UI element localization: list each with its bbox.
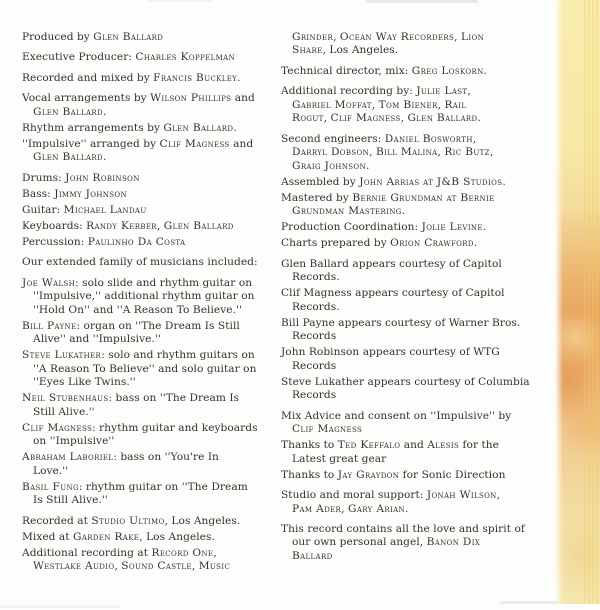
credit-line [281, 65, 557, 78]
credit-line [281, 31, 557, 44]
credit-line [281, 160, 557, 173]
credit-text: Vocal arrangements by [22, 92, 151, 105]
credit-line [22, 531, 285, 544]
credit-entry [281, 469, 557, 482]
credit-name-smallcaps: Tom Biener [378, 98, 438, 111]
credit-line [281, 330, 557, 343]
credit-entry [22, 138, 285, 165]
credit-entry [22, 277, 285, 317]
credit-text: Records [292, 359, 337, 372]
credit-text: ''A Reason To Believe'' and solo guitar on [33, 362, 257, 375]
credit-block [22, 515, 285, 574]
credit-entry [22, 204, 285, 217]
credit-name-smallcaps: Neil Stubenhaus [22, 392, 109, 405]
credit-line [281, 221, 557, 234]
credit-name-smallcaps: Michael Landau [63, 203, 147, 216]
credit-entry [281, 31, 557, 58]
credit-text: Mix Advice and consent on ''Impulsive'' by [281, 409, 512, 422]
credit-entry [281, 489, 557, 516]
credit-text: Additional recording by: [281, 85, 417, 98]
credit-text: Drums: [22, 171, 66, 184]
credit-line [281, 85, 557, 98]
credit-entry [22, 31, 285, 44]
credit-entry [281, 221, 557, 234]
credit-name-smallcaps: Clif Magness [330, 112, 401, 125]
credit-entry [22, 515, 285, 528]
credit-block [22, 31, 285, 44]
credit-text: , [371, 98, 379, 111]
credit-line [22, 151, 285, 164]
credit-text: , [333, 31, 340, 43]
credit-line [281, 453, 557, 466]
credit-line [22, 560, 285, 573]
credit-text: . [404, 502, 409, 515]
credit-entry [22, 422, 285, 449]
credit-text: Keyboards: [22, 219, 87, 232]
credit-text: : bass on ''The Dream Is [108, 392, 240, 405]
credit-text: : rhythm guitar on ''The Dream [78, 480, 248, 493]
credit-text: Assembled by [281, 175, 360, 188]
credit-text: Additional recording at [22, 546, 152, 559]
credits-column-left [22, 31, 285, 574]
credit-block [22, 92, 285, 164]
credit-text: ''Hold On'' and ''A Reason To Believe.'' [33, 303, 242, 316]
credit-text: , [472, 132, 477, 145]
credit-text: . [103, 151, 107, 164]
credit-name-smallcaps: Daniel Bosworth [384, 132, 473, 145]
credit-name-smallcaps: Glen Ballard [93, 31, 164, 43]
credit-name-smallcaps: Ted Keffalo [337, 439, 401, 452]
credit-line [281, 317, 557, 330]
credit-name-smallcaps: Pam Ader [292, 502, 342, 515]
credit-line [22, 106, 285, 119]
credit-block [22, 277, 285, 508]
credit-text: . [365, 159, 370, 172]
credit-text: Second engineers: [281, 132, 385, 145]
credit-text: . [482, 221, 487, 234]
credit-text: ''Impulsive,'' additional rhythm guitar on [33, 290, 255, 303]
credits-column-right [281, 31, 557, 563]
credit-line [22, 92, 285, 105]
credit-name-smallcaps: Greg Loskorn [411, 64, 484, 77]
credit-text: Records [292, 330, 337, 343]
credit-name-smallcaps: Jimmy Johnson [54, 187, 127, 200]
credit-name-smallcaps: Bernie Grundman at Bernie [352, 191, 495, 204]
credit-name-smallcaps: Abraham Laboriel [22, 451, 114, 464]
credit-name-smallcaps: Alesis [427, 439, 460, 452]
credit-text: our own personal angel, [292, 536, 427, 549]
credit-entry [281, 65, 557, 78]
credit-block [281, 523, 557, 563]
credit-line [22, 236, 285, 249]
credit-line [281, 301, 557, 314]
credit-text: for the [459, 439, 499, 452]
credit-text: Our extended family of musicians included: [22, 256, 258, 269]
credit-entry [281, 85, 557, 125]
credit-text: John Robinson appears courtesy of WTG [281, 346, 500, 359]
credit-name-smallcaps: Basil Fung [22, 480, 79, 493]
credit-line [281, 410, 557, 423]
credit-line [22, 277, 285, 290]
credit-line [281, 192, 557, 205]
credit-text: Guitar: [22, 203, 64, 216]
credit-entry [22, 256, 285, 269]
credit-line [22, 172, 285, 185]
credit-text: Production Coordination: [281, 221, 422, 234]
credit-text: ''Eyes Like Twins.'' [33, 376, 136, 389]
credit-name-smallcaps: Ocean Way Recorders [339, 31, 455, 43]
credit-entry [281, 317, 557, 344]
credit-text: : bass on ''You're In [113, 451, 219, 464]
credit-name-smallcaps: Clif Magness [292, 423, 363, 436]
credit-name-smallcaps: Wilson Phillips [150, 92, 232, 105]
credit-text: Glen Ballard appears courtesy of Capitol [281, 257, 502, 270]
credit-text: Recorded and mixed by [22, 71, 154, 84]
credit-line [281, 271, 557, 284]
credit-line [22, 363, 285, 376]
credit-text: , Los Angeles. [322, 44, 399, 57]
credit-name-smallcaps: Jolie Levine [421, 221, 483, 234]
credit-text: . [473, 237, 478, 250]
credit-line [22, 138, 285, 151]
credit-text: Records. [292, 271, 340, 284]
credit-entry [281, 192, 557, 219]
credit-text: , [156, 219, 164, 232]
credit-line [281, 237, 557, 250]
credit-block [22, 72, 285, 85]
credit-text: , [400, 112, 408, 125]
credit-name-smallcaps: Rail [444, 98, 467, 111]
credit-text: , [369, 146, 376, 159]
credit-name-smallcaps: Lion [461, 31, 485, 43]
credit-line [22, 406, 285, 419]
credit-name-smallcaps: Julie Last [416, 85, 468, 98]
credit-name-smallcaps: Steve Lukather [22, 349, 102, 362]
credit-text: ''Impulsive'' arranged by [22, 137, 160, 150]
credit-entry [22, 72, 285, 85]
credit-line [281, 258, 557, 271]
credit-line [281, 423, 557, 436]
credit-text: Latest great gear [292, 452, 387, 465]
credit-entry [22, 481, 285, 508]
credit-entry [22, 172, 285, 185]
credit-entry [281, 376, 557, 403]
credit-line [22, 376, 285, 389]
credit-entry [281, 133, 557, 173]
credit-entry [22, 236, 285, 249]
credit-text: and [231, 92, 255, 105]
credit-text: for Sonic Direction [399, 468, 506, 481]
credit-block [281, 31, 557, 58]
credit-name-smallcaps: Glen Ballard [33, 151, 103, 164]
credit-text: Steve Lukather appears courtesy of Columbia [281, 375, 530, 388]
credit-text: Clif Magness appears courtesy of Capitol [281, 287, 505, 300]
credit-text: Mastered by [281, 191, 353, 204]
credit-text: , [341, 502, 349, 515]
credit-name-smallcaps: Garden Rake [73, 530, 140, 543]
credit-line [281, 112, 557, 125]
credit-text: and [400, 439, 428, 452]
credit-name-smallcaps: Bill Malina [375, 146, 438, 159]
credit-text: Studio and moral support: [281, 489, 427, 502]
credit-name-smallcaps: Jay Graydon [337, 468, 400, 481]
credit-text: Technical director, mix: [281, 64, 412, 77]
credit-text: , [496, 489, 501, 502]
credit-entry [281, 237, 557, 250]
credit-name-smallcaps: Grinder [292, 31, 334, 43]
credit-text: Love.'' [33, 464, 69, 477]
credit-text: . [477, 112, 481, 125]
credit-line [22, 304, 285, 317]
credit-text: . [401, 205, 406, 218]
credit-block [22, 256, 285, 269]
credit-name-smallcaps: Gary Arian [348, 502, 405, 515]
credit-text: : solo and rhythm guitars on [101, 349, 255, 362]
credit-text: , [437, 98, 445, 111]
credit-line [281, 133, 557, 146]
credit-line [22, 451, 285, 464]
credit-line [281, 439, 557, 452]
credit-name-smallcaps: Orion Crawford [390, 237, 474, 250]
credit-name-smallcaps: Gabriel Moffat [292, 98, 372, 111]
credit-name-smallcaps: Darryl Dobson [292, 146, 370, 159]
credit-name-smallcaps: Randy Kerber [86, 219, 157, 232]
credit-line [281, 176, 557, 189]
credit-text: . [483, 64, 487, 77]
credit-line [281, 360, 557, 373]
credit-entry [22, 451, 285, 478]
credit-text: Still Alive.'' [33, 405, 95, 418]
credit-entry [281, 176, 557, 189]
credit-text: Thanks to [281, 439, 338, 452]
credit-line [22, 333, 285, 346]
credit-text: Executive Producer: [22, 51, 136, 64]
credit-name-smallcaps: Music [198, 560, 231, 573]
credit-name-smallcaps: John Arrias at J&B Studios [359, 175, 503, 188]
credit-entry [22, 92, 285, 119]
credit-line [281, 503, 557, 516]
credit-block [281, 258, 557, 403]
credit-block [22, 51, 285, 64]
credit-entry [22, 392, 285, 419]
credit-entry [22, 188, 285, 201]
credit-block [281, 133, 557, 251]
credit-name-smallcaps: Graig Johnson [292, 159, 366, 172]
credit-name-smallcaps: Clif Magness [159, 137, 230, 150]
credit-text: : solo slide and rhythm guitar on [75, 276, 253, 289]
credit-name-smallcaps: Charles Koppelman [135, 51, 235, 64]
credit-name-smallcaps: Sound Castle [121, 560, 192, 573]
credit-name-smallcaps: Francis Buckley [153, 71, 238, 84]
credit-name-smallcaps: Jonah Wilson [426, 489, 497, 502]
credit-text: Percussion: [22, 236, 88, 248]
credit-entry [22, 547, 285, 574]
credit-entry [281, 258, 557, 285]
credit-line [22, 494, 285, 507]
credit-line [281, 489, 557, 502]
credit-text: Records. [292, 300, 340, 313]
credit-line [281, 376, 557, 389]
credit-text: Records [292, 389, 337, 402]
credit-text: , [489, 146, 494, 159]
credit-line [22, 481, 285, 494]
credit-line [22, 256, 285, 269]
credit-name-smallcaps: Rogut [292, 112, 324, 125]
credit-text: and [229, 137, 254, 150]
credit-name-smallcaps: Joe Walsh [22, 276, 76, 289]
credit-text: Produced by [22, 31, 94, 43]
credit-line [281, 536, 557, 549]
credit-entry [22, 320, 285, 347]
credit-line [22, 188, 285, 201]
credit-text: , [323, 112, 331, 125]
credit-line [281, 287, 557, 300]
credit-text: . [502, 175, 506, 188]
credit-name-smallcaps: Share [292, 44, 323, 57]
credit-line [22, 320, 285, 333]
credit-text: on ''Impulsive'' [33, 435, 115, 448]
credit-line [22, 31, 285, 44]
credit-line [22, 547, 285, 560]
credit-name-smallcaps: Studio Ultimo [91, 514, 165, 527]
credit-entry [22, 531, 285, 544]
credit-text: , [213, 546, 217, 559]
credit-name-smallcaps: Record One [151, 546, 214, 559]
credit-name-smallcaps: Ric Butz [444, 146, 490, 159]
scan-smudge-top-left [148, 0, 212, 2]
credit-line [281, 523, 557, 536]
credit-entry [281, 439, 557, 466]
credit-text: Charts prepared by [281, 237, 391, 250]
credit-text: Bill Payne appears courtesy of Warner Bros. [281, 316, 521, 329]
credit-block [281, 65, 557, 78]
credit-text: . [103, 105, 107, 118]
credit-line [281, 44, 557, 57]
credit-line [22, 220, 285, 233]
credit-line [281, 205, 557, 218]
credit-name-smallcaps: Glen Ballard [33, 105, 103, 118]
credit-entry [22, 122, 285, 135]
credit-entry [22, 220, 285, 233]
credit-line [22, 290, 285, 303]
credit-name-smallcaps: Grundman Mastering [292, 205, 402, 218]
credit-line [281, 99, 557, 112]
credit-line [22, 435, 285, 448]
credit-line [281, 550, 557, 563]
credit-text: Alive'' and ''Impulsive.'' [33, 333, 161, 346]
credit-name-smallcaps: Ballard [292, 549, 333, 562]
credit-name-smallcaps: Glen Ballard [163, 219, 234, 232]
credit-text: : organ on ''The Dream Is Still [76, 319, 240, 332]
credit-text: Recorded at [22, 514, 92, 527]
scan-smudge-bottom-left [0, 605, 120, 608]
credit-line [281, 469, 557, 482]
credit-entry [22, 51, 285, 64]
credit-entry [281, 346, 557, 373]
credit-entry [22, 349, 285, 389]
credit-text: This record contains all the love and spirit of [281, 522, 525, 535]
credit-line [22, 72, 285, 85]
credit-line [22, 122, 285, 135]
credit-line [281, 389, 557, 402]
credit-text: , [454, 31, 462, 43]
credit-text: Mixed at [22, 530, 74, 543]
credit-line [281, 146, 557, 159]
credit-name-smallcaps: Paulinho Da Costa [87, 236, 186, 248]
credit-name-smallcaps: Westlake Audio [33, 560, 115, 573]
credit-text: , [191, 560, 199, 573]
credit-text: Bass: [22, 187, 55, 200]
scan-smudge-top-right [366, 0, 478, 3]
credit-text: : rhythm guitar and keyboards [92, 421, 258, 434]
credit-text: , Los Angeles. [164, 514, 241, 527]
credit-text: Is Still Alive.'' [33, 494, 108, 507]
credit-text: , [467, 85, 471, 98]
page-edge-gradient [555, 0, 600, 604]
credit-line [22, 465, 285, 478]
credit-line [281, 346, 557, 359]
credit-text: , [114, 560, 122, 573]
credit-line [22, 51, 285, 64]
credit-line [22, 422, 285, 435]
credit-block [281, 85, 557, 125]
credit-block [281, 489, 557, 516]
credit-entry [281, 523, 557, 563]
credit-text: . [237, 71, 241, 84]
credit-line [22, 349, 285, 362]
scan-smudge-bottom [500, 601, 558, 604]
credit-block [281, 410, 557, 482]
credit-text: Thanks to [281, 468, 338, 481]
credit-text: . [233, 121, 237, 134]
credit-name-smallcaps: Glen Ballard [163, 121, 234, 134]
credit-text: Rhythm arrangements by [22, 121, 164, 134]
credit-name-smallcaps: John Robinson [65, 171, 140, 184]
credit-entry [281, 410, 557, 437]
credit-line [22, 515, 285, 528]
credit-name-smallcaps: Clif Magness [22, 421, 93, 434]
credit-line [22, 392, 285, 405]
credit-name-smallcaps: Bill Payne [22, 319, 77, 332]
credit-name-smallcaps: Banon Dix [426, 536, 481, 549]
credit-line [22, 204, 285, 217]
credit-text: , Los Angeles. [139, 530, 215, 543]
credit-entry [281, 287, 557, 314]
credit-block [22, 172, 285, 250]
credit-name-smallcaps: Glen Ballard [407, 112, 478, 125]
credit-text: , [437, 146, 445, 159]
